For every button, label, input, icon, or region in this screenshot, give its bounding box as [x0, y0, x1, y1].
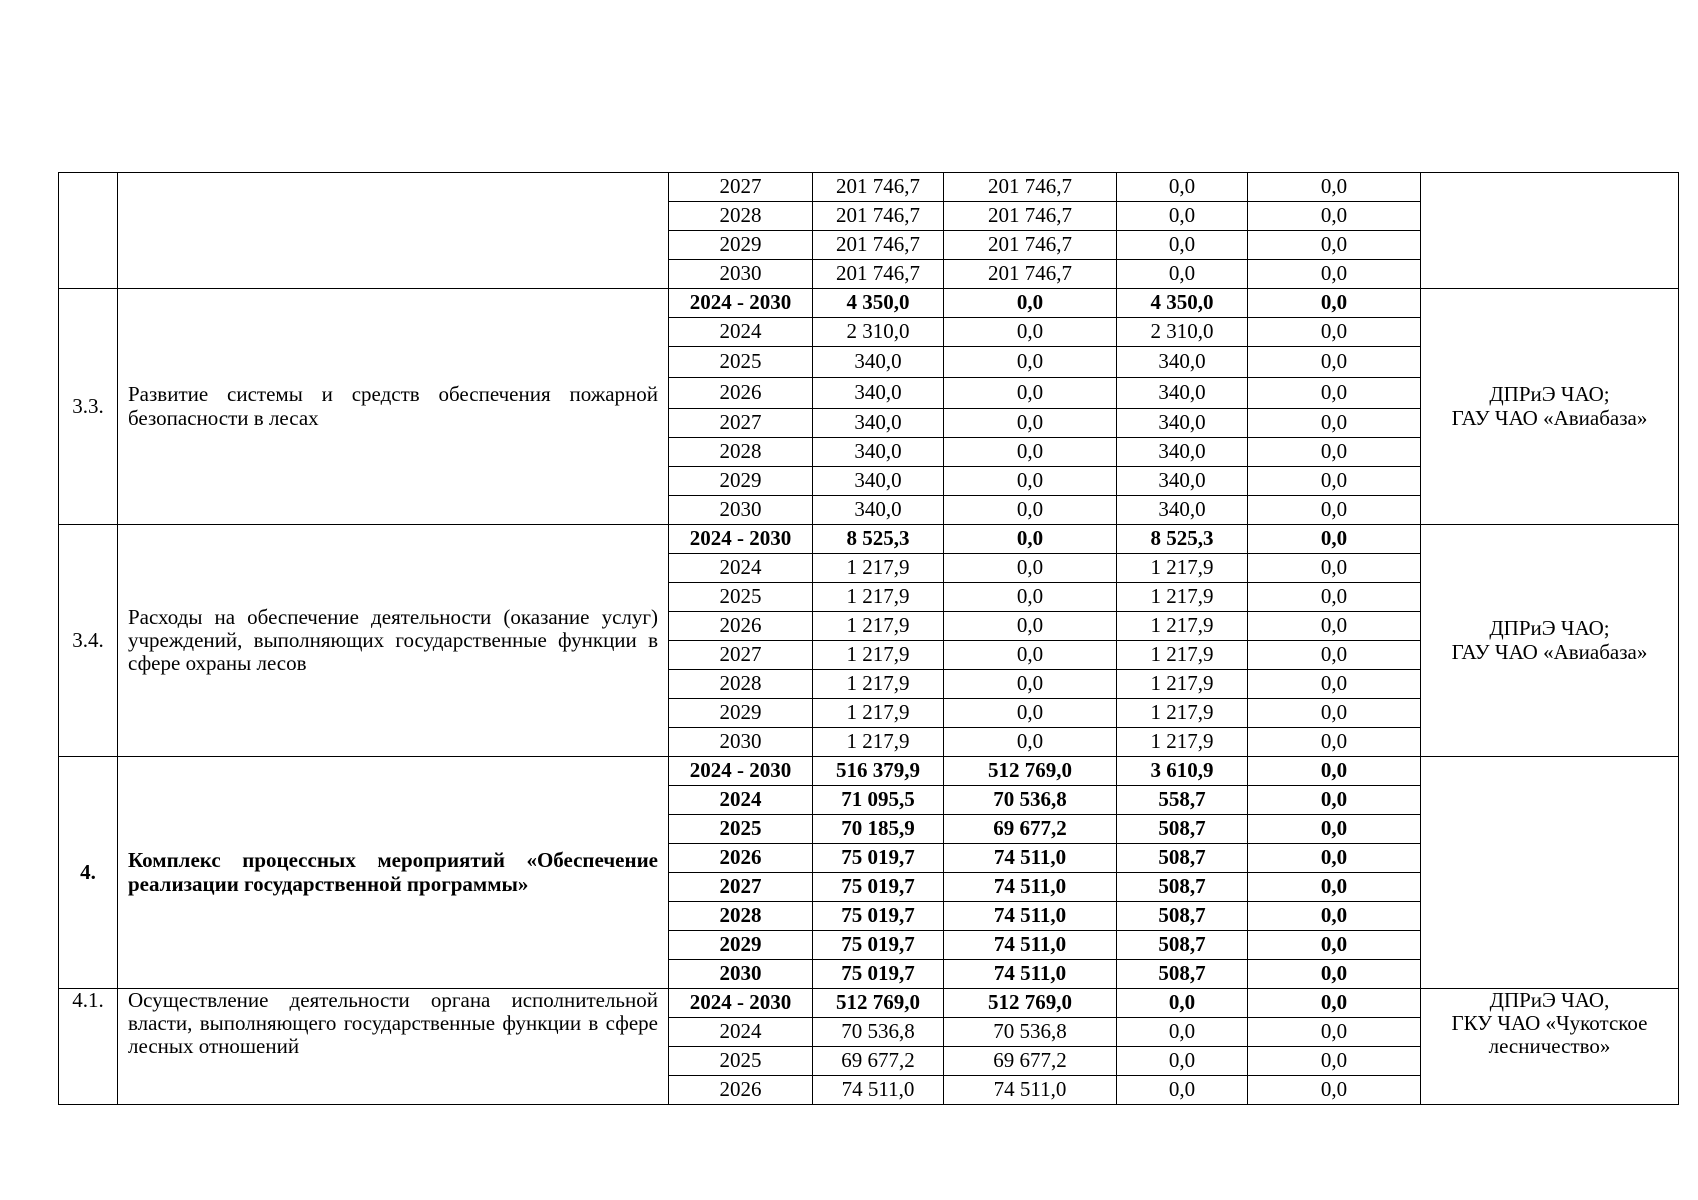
- total-cell: 201 746,7: [813, 173, 944, 202]
- funding-cell-2: 508,7: [1117, 844, 1248, 873]
- funding-cell-2: 4 350,0: [1117, 289, 1248, 318]
- funding-cell-3: 0,0: [1248, 757, 1421, 786]
- period-cell: 2030: [669, 496, 813, 525]
- funding-cell-1: 201 746,7: [944, 260, 1117, 289]
- total-cell: 1 217,9: [813, 641, 944, 670]
- total-cell: 1 217,9: [813, 670, 944, 699]
- budget-table: [58, 172, 1679, 1105]
- total-cell: 516 379,9: [813, 757, 944, 786]
- item-name: Комплекс процессных мероприятий «Обеспечение реализации государственной программы»: [118, 757, 669, 989]
- funding-cell-2: 0,0: [1117, 1076, 1248, 1105]
- total-cell: 74 511,0: [813, 1076, 944, 1105]
- funding-cell-1: 0,0: [944, 289, 1117, 318]
- period-cell: 2027: [669, 641, 813, 670]
- funding-cell-2: 0,0: [1117, 1018, 1248, 1047]
- total-cell: 70 536,8: [813, 1018, 944, 1047]
- funding-cell-2: 0,0: [1117, 231, 1248, 260]
- total-cell: 75 019,7: [813, 960, 944, 989]
- funding-cell-2: 2 310,0: [1117, 318, 1248, 347]
- period-cell: 2028: [669, 202, 813, 231]
- total-cell: 340,0: [813, 409, 944, 438]
- table-row: [59, 173, 1679, 202]
- funding-cell-2: 1 217,9: [1117, 670, 1248, 699]
- funding-cell-1: 201 746,7: [944, 202, 1117, 231]
- period-cell: 2026: [669, 612, 813, 641]
- total-cell: 71 095,5: [813, 786, 944, 815]
- period-cell: 2024: [669, 786, 813, 815]
- responsible-line: ГКУ ЧАО «Чукотское лесничество»: [1451, 1011, 1648, 1059]
- funding-cell-3: 0,0: [1248, 699, 1421, 728]
- item-number: [59, 173, 118, 289]
- funding-cell-2: 340,0: [1117, 467, 1248, 496]
- funding-cell-1: 0,0: [944, 699, 1117, 728]
- period-cell: 2025: [669, 583, 813, 612]
- total-cell: 201 746,7: [813, 202, 944, 231]
- period-cell: 2024 - 2030: [669, 525, 813, 554]
- funding-cell-2: 1 217,9: [1117, 699, 1248, 728]
- funding-cell-3: 0,0: [1248, 409, 1421, 438]
- funding-cell-2: 1 217,9: [1117, 612, 1248, 641]
- responsible-line: ГАУ ЧАО «Авиабаза»: [1451, 639, 1648, 664]
- period-cell: 2027: [669, 173, 813, 202]
- funding-cell-1: 201 746,7: [944, 173, 1117, 202]
- funding-cell-3: 0,0: [1248, 902, 1421, 931]
- funding-cell-3: 0,0: [1248, 378, 1421, 409]
- funding-cell-3: 0,0: [1248, 873, 1421, 902]
- responsible-line: ГАУ ЧАО «Авиабаза»: [1451, 405, 1648, 430]
- funding-cell-1: 74 511,0: [944, 960, 1117, 989]
- funding-cell-3: 0,0: [1248, 670, 1421, 699]
- funding-cell-2: 0,0: [1117, 173, 1248, 202]
- total-cell: 512 769,0: [813, 989, 944, 1018]
- responsible-executor: [1421, 989, 1679, 1105]
- funding-cell-3: 0,0: [1248, 583, 1421, 612]
- period-cell: 2024: [669, 1018, 813, 1047]
- funding-cell-2: 508,7: [1117, 873, 1248, 902]
- table-body: [59, 173, 1679, 1105]
- funding-cell-2: 340,0: [1117, 496, 1248, 525]
- funding-cell-3: 0,0: [1248, 231, 1421, 260]
- funding-cell-1: 74 511,0: [944, 1076, 1117, 1105]
- funding-cell-3: 0,0: [1248, 467, 1421, 496]
- funding-cell-2: 508,7: [1117, 931, 1248, 960]
- funding-cell-3: 0,0: [1248, 786, 1421, 815]
- funding-cell-1: 74 511,0: [944, 873, 1117, 902]
- responsible-executor: [1421, 525, 1679, 757]
- funding-cell-1: 70 536,8: [944, 1018, 1117, 1047]
- period-cell: 2024 - 2030: [669, 289, 813, 318]
- funding-cell-1: 0,0: [944, 378, 1117, 409]
- item-name: [118, 173, 669, 289]
- funding-cell-3: 0,0: [1248, 960, 1421, 989]
- total-cell: 75 019,7: [813, 931, 944, 960]
- funding-cell-1: 0,0: [944, 525, 1117, 554]
- funding-cell-3: 0,0: [1248, 641, 1421, 670]
- funding-cell-1: 69 677,2: [944, 1047, 1117, 1076]
- responsible-line: ДПРиЭ ЧАО,: [1489, 988, 1610, 1012]
- period-cell: 2024: [669, 318, 813, 347]
- funding-cell-2: 1 217,9: [1117, 728, 1248, 757]
- item-name: Осуществление деятельности органа исполнительной власти, выполняющего государственные функции в сфере лесных отношений: [118, 989, 669, 1105]
- period-cell: 2027: [669, 409, 813, 438]
- funding-cell-2: 0,0: [1117, 260, 1248, 289]
- funding-cell-2: 340,0: [1117, 378, 1248, 409]
- total-cell: 1 217,9: [813, 583, 944, 612]
- funding-cell-2: 508,7: [1117, 960, 1248, 989]
- funding-cell-3: 0,0: [1248, 554, 1421, 583]
- period-cell: 2026: [669, 844, 813, 873]
- responsible-line: ДПРиЭ ЧАО;: [1489, 382, 1610, 407]
- item-number: 4.: [59, 757, 118, 989]
- funding-cell-1: 69 677,2: [944, 815, 1117, 844]
- responsible-executor: [1421, 289, 1679, 525]
- funding-cell-1: 70 536,8: [944, 786, 1117, 815]
- total-cell: 1 217,9: [813, 699, 944, 728]
- funding-cell-3: 0,0: [1248, 438, 1421, 467]
- funding-cell-3: 0,0: [1248, 844, 1421, 873]
- funding-cell-1: 0,0: [944, 318, 1117, 347]
- funding-cell-2: 3 610,9: [1117, 757, 1248, 786]
- total-cell: 1 217,9: [813, 728, 944, 757]
- funding-cell-2: 340,0: [1117, 438, 1248, 467]
- funding-cell-1: 74 511,0: [944, 844, 1117, 873]
- funding-cell-1: 0,0: [944, 496, 1117, 525]
- funding-cell-3: 0,0: [1248, 496, 1421, 525]
- funding-cell-3: 0,0: [1248, 347, 1421, 378]
- funding-cell-1: 0,0: [944, 583, 1117, 612]
- funding-cell-2: 340,0: [1117, 347, 1248, 378]
- period-cell: 2028: [669, 438, 813, 467]
- item-number: 3.4.: [59, 525, 118, 757]
- item-number: 4.1.: [59, 989, 118, 1105]
- funding-cell-2: 340,0: [1117, 409, 1248, 438]
- total-cell: 4 350,0: [813, 289, 944, 318]
- funding-cell-3: 0,0: [1248, 1076, 1421, 1105]
- total-cell: 2 310,0: [813, 318, 944, 347]
- total-cell: 201 746,7: [813, 260, 944, 289]
- funding-cell-1: 74 511,0: [944, 931, 1117, 960]
- item-number: 3.3.: [59, 289, 118, 525]
- total-cell: 75 019,7: [813, 902, 944, 931]
- funding-cell-3: 0,0: [1248, 1018, 1421, 1047]
- period-cell: 2029: [669, 231, 813, 260]
- funding-cell-1: 0,0: [944, 641, 1117, 670]
- total-cell: 340,0: [813, 467, 944, 496]
- period-cell: 2027: [669, 873, 813, 902]
- total-cell: 1 217,9: [813, 612, 944, 641]
- item-name: Расходы на обеспечение деятельности (оказание услуг) учреждений, выполняющих государственные функции в сфере охраны лесов: [118, 525, 669, 757]
- table-row: [59, 989, 1679, 1018]
- period-cell: 2030: [669, 960, 813, 989]
- period-cell: 2026: [669, 1076, 813, 1105]
- period-cell: 2029: [669, 931, 813, 960]
- period-cell: 2025: [669, 347, 813, 378]
- funding-cell-1: 512 769,0: [944, 989, 1117, 1018]
- period-cell: 2029: [669, 467, 813, 496]
- table-row: [59, 757, 1679, 786]
- funding-cell-1: 0,0: [944, 612, 1117, 641]
- total-cell: 340,0: [813, 438, 944, 467]
- total-cell: 75 019,7: [813, 873, 944, 902]
- period-cell: 2024 - 2030: [669, 757, 813, 786]
- funding-cell-1: 74 511,0: [944, 902, 1117, 931]
- funding-cell-1: 0,0: [944, 438, 1117, 467]
- table-row: [59, 525, 1679, 554]
- funding-cell-3: 0,0: [1248, 202, 1421, 231]
- responsible-executor: [1421, 757, 1679, 989]
- table-row: [59, 289, 1679, 318]
- total-cell: 201 746,7: [813, 231, 944, 260]
- period-cell: 2029: [669, 699, 813, 728]
- funding-cell-1: 0,0: [944, 670, 1117, 699]
- funding-cell-2: 558,7: [1117, 786, 1248, 815]
- funding-cell-2: 0,0: [1117, 1047, 1248, 1076]
- total-cell: 69 677,2: [813, 1047, 944, 1076]
- period-cell: 2024: [669, 554, 813, 583]
- period-cell: 2030: [669, 260, 813, 289]
- funding-cell-3: 0,0: [1248, 318, 1421, 347]
- funding-cell-1: 0,0: [944, 728, 1117, 757]
- funding-cell-3: 0,0: [1248, 525, 1421, 554]
- funding-cell-2: 0,0: [1117, 202, 1248, 231]
- period-cell: 2024 - 2030: [669, 989, 813, 1018]
- funding-cell-2: 508,7: [1117, 902, 1248, 931]
- funding-cell-1: 512 769,0: [944, 757, 1117, 786]
- funding-cell-2: 0,0: [1117, 989, 1248, 1018]
- funding-cell-3: 0,0: [1248, 931, 1421, 960]
- funding-cell-3: 0,0: [1248, 289, 1421, 318]
- responsible-executor: [1421, 173, 1679, 289]
- funding-cell-3: 0,0: [1248, 260, 1421, 289]
- period-cell: 2025: [669, 815, 813, 844]
- funding-cell-1: 0,0: [944, 409, 1117, 438]
- total-cell: 1 217,9: [813, 554, 944, 583]
- funding-cell-1: 201 746,7: [944, 231, 1117, 260]
- total-cell: 70 185,9: [813, 815, 944, 844]
- period-cell: 2028: [669, 670, 813, 699]
- total-cell: 340,0: [813, 347, 944, 378]
- period-cell: 2026: [669, 378, 813, 409]
- funding-cell-1: 0,0: [944, 467, 1117, 496]
- funding-cell-3: 0,0: [1248, 612, 1421, 641]
- funding-cell-1: 0,0: [944, 347, 1117, 378]
- funding-cell-2: 1 217,9: [1117, 583, 1248, 612]
- period-cell: 2025: [669, 1047, 813, 1076]
- period-cell: 2028: [669, 902, 813, 931]
- responsible-line: ДПРиЭ ЧАО;: [1489, 616, 1610, 641]
- total-cell: 340,0: [813, 496, 944, 525]
- period-cell: 2030: [669, 728, 813, 757]
- funding-cell-3: 0,0: [1248, 728, 1421, 757]
- funding-cell-2: 1 217,9: [1117, 641, 1248, 670]
- funding-cell-3: 0,0: [1248, 989, 1421, 1018]
- funding-cell-3: 0,0: [1248, 815, 1421, 844]
- total-cell: 8 525,3: [813, 525, 944, 554]
- funding-cell-3: 0,0: [1248, 173, 1421, 202]
- funding-cell-2: 1 217,9: [1117, 554, 1248, 583]
- funding-cell-2: 8 525,3: [1117, 525, 1248, 554]
- funding-cell-1: 0,0: [944, 554, 1117, 583]
- funding-cell-2: 508,7: [1117, 815, 1248, 844]
- item-name: Развитие системы и средств обеспечения пожарной безопасности в лесах: [118, 289, 669, 525]
- total-cell: 75 019,7: [813, 844, 944, 873]
- total-cell: 340,0: [813, 378, 944, 409]
- funding-cell-3: 0,0: [1248, 1047, 1421, 1076]
